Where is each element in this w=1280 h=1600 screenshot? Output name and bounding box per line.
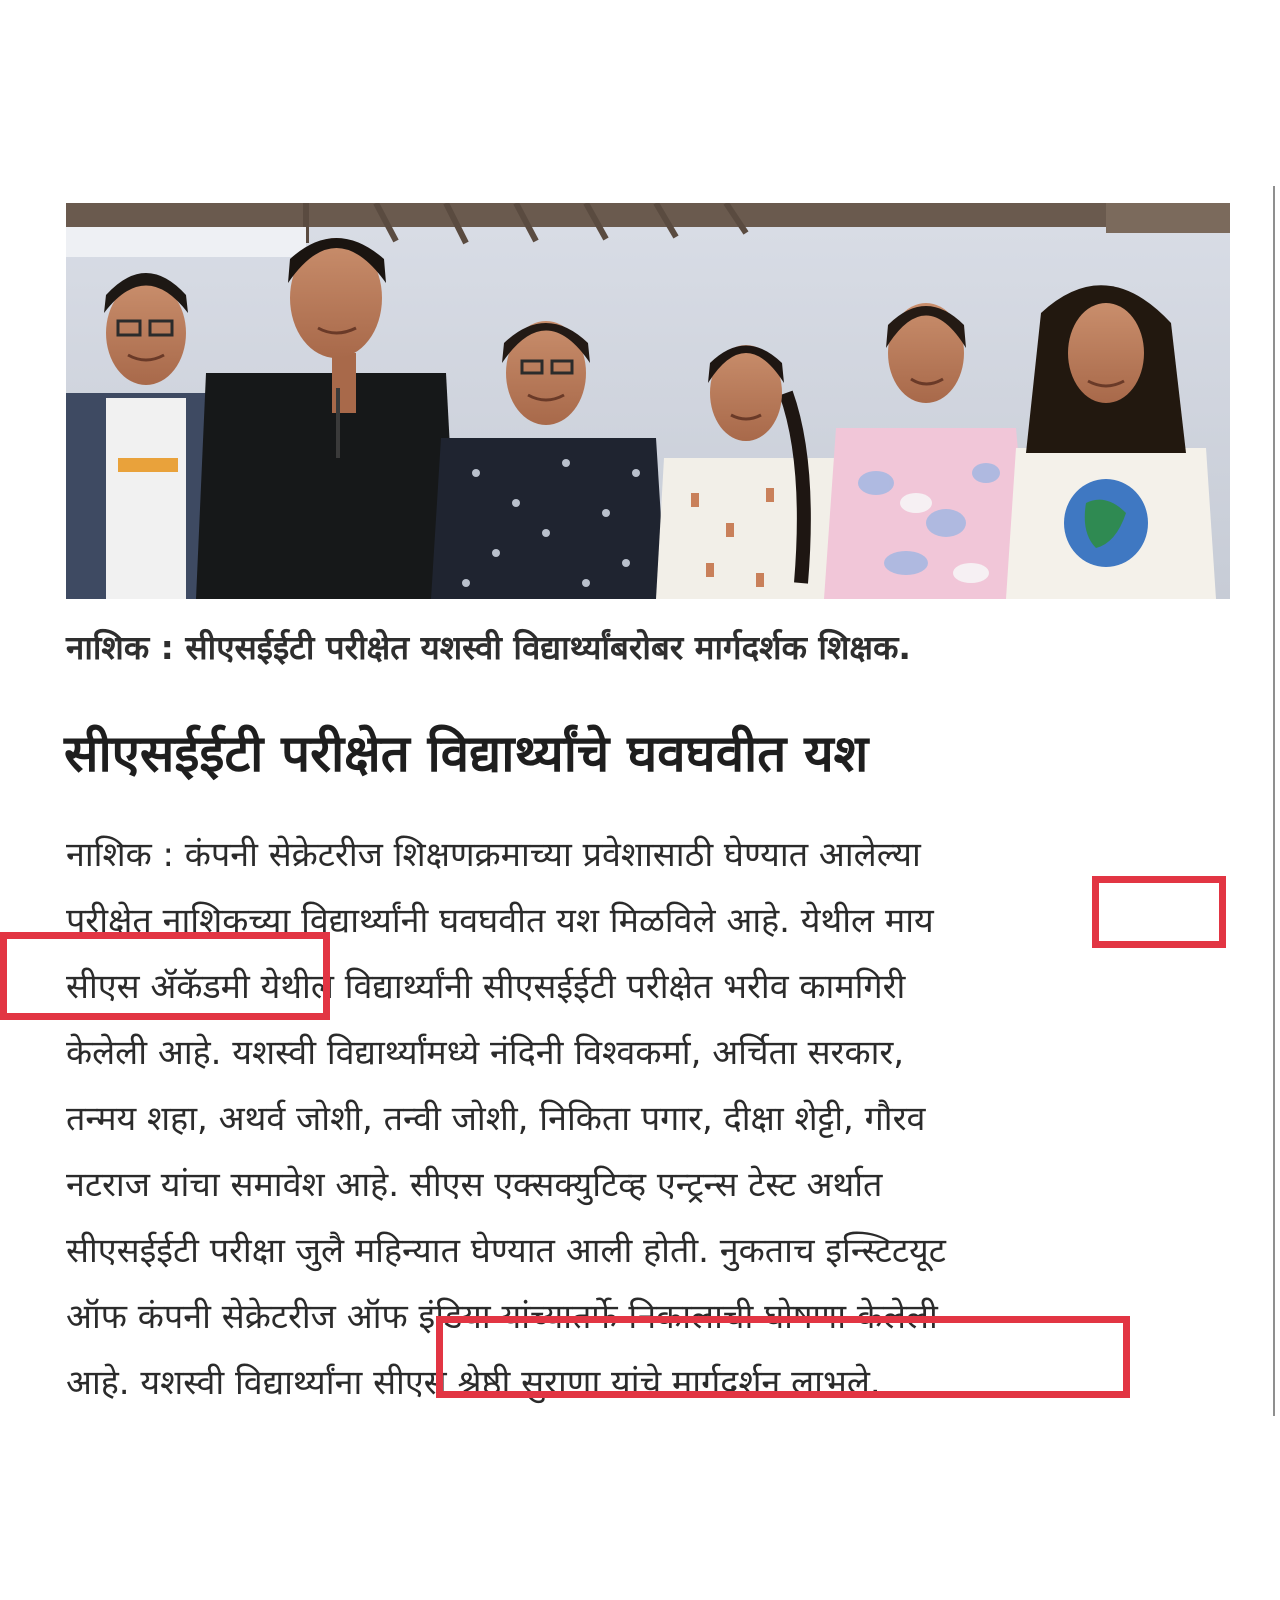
column-divider bbox=[1273, 186, 1275, 1416]
body-line: सीएस ॲकॅडमी येथील विद्यार्थ्यांनी सीएसईईटी परीक्षेत भरीव कामगिरी bbox=[66, 967, 906, 1007]
body-line: आहे. यशस्वी विद्यार्थ्यांना सीएस श्रेष्ठी सुराणा यांचे मार्गदर्शन लाभले. bbox=[66, 1363, 881, 1403]
highlight-box-my-cs bbox=[1092, 876, 1226, 948]
body-line: परीक्षेत नाशिकच्या विद्यार्थ्यांनी घवघवीत यश मिळविले आहे. येथील माय bbox=[66, 901, 934, 941]
body-line: तन्मय शहा, अथर्व जोशी, तन्वी जोशी, निकिता पगार, दीक्षा शेट्टी, गौरव bbox=[66, 1099, 926, 1139]
body-line: ऑफ कंपनी सेक्रेटरीज ऑफ इंडिया यांच्यातर्फे निकालाची घोषणा केलेली bbox=[66, 1297, 938, 1337]
body-line: केलेली आहे. यशस्वी विद्यार्थ्यांमध्ये नंदिनी विश्वकर्मा, अर्चिता सरकार, bbox=[66, 1033, 905, 1073]
highlight-box-guidance bbox=[436, 1316, 1130, 1398]
photo-caption: नाशिक : सीएसईईटी परीक्षेत यशस्वी विद्यार्थ्यांबरोबर मार्गदर्शक शिक्षक. bbox=[66, 628, 911, 667]
article-headline: सीएसईईटी परीक्षेत विद्यार्थ्यांचे घवघवीत यश bbox=[64, 725, 869, 784]
group-photo bbox=[66, 203, 1230, 599]
body-line: सीएसईईटी परीक्षा जुलै महिन्यात घेण्यात आली होती. नुकताच इन्स्टिटयूट bbox=[66, 1231, 946, 1271]
body-line: नाशिक : कंपनी सेक्रेटरीज शिक्षणक्रमाच्या प्रवेशासाठी घेण्यात आलेल्या bbox=[66, 835, 921, 875]
highlight-box-academy bbox=[0, 932, 330, 1020]
body-line: नटराज यांचा समावेश आहे. सीएस एक्सक्युटिव्ह एन्ट्रन्स टेस्ट अर्थात bbox=[66, 1165, 883, 1205]
